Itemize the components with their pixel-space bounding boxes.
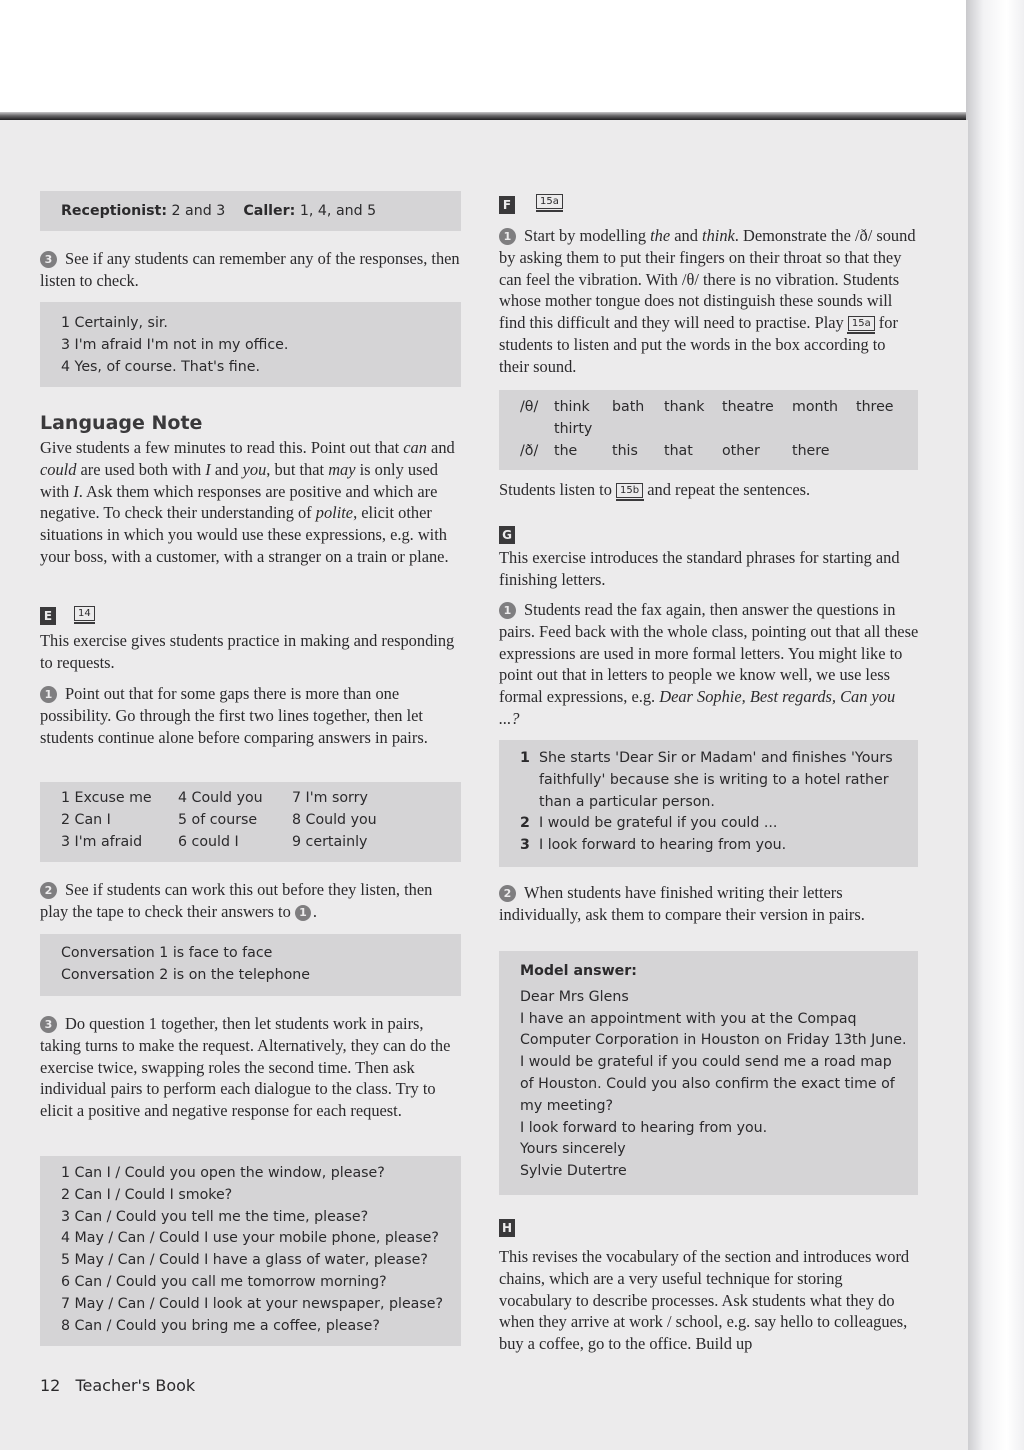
answer-cell: 5 of course xyxy=(178,811,258,828)
answer-box-responses xyxy=(40,302,461,387)
section-f-listen xyxy=(499,479,919,501)
answer-number: 1 xyxy=(520,750,530,766)
conversation-line: Conversation 2 is on the telephone xyxy=(61,966,311,983)
phonetic-row-theta-cont xyxy=(520,419,918,441)
section-h-badge: H xyxy=(499,1219,515,1237)
answer-cell: 4 Could you xyxy=(178,790,263,806)
tape-icon xyxy=(536,193,563,211)
step-number-icon: 2 xyxy=(499,885,516,902)
response-line: 4 Yes, of course. That's fine. xyxy=(61,358,260,375)
model-line: Sylvie Dutertre xyxy=(520,1163,627,1180)
request-line: 3 Can / Could you tell me the time, please? xyxy=(61,1208,369,1225)
phonetics-box xyxy=(499,390,918,470)
answer-cell: 2 Can I xyxy=(61,811,111,828)
page-footer xyxy=(40,1376,205,1395)
tape-icon xyxy=(74,605,95,623)
conversation-line: Conversation 1 is face to face xyxy=(61,945,273,961)
word-cell: three xyxy=(856,399,894,415)
word-cell: think xyxy=(554,399,590,415)
step-1-text: Point out that for some gaps there is more than one possibility. Go through the first two lines together, then let students continue alone before comparing answers in pairs. xyxy=(40,684,428,747)
section-g-badge: G xyxy=(499,526,515,544)
answer-row xyxy=(61,832,461,854)
word-cell: that xyxy=(664,442,693,459)
scan-top-margin xyxy=(0,0,1024,118)
listen-text-end: and repeat the sentences. xyxy=(647,480,811,499)
scan-binding-edge xyxy=(966,0,1024,1450)
answer-number: 2 xyxy=(520,815,530,832)
step-number-icon: 3 xyxy=(40,1016,57,1033)
section-g-step-1: 1 Students read the fax again, then answer the questions in pairs. Feed back with the whole class, pointing out that all these expressions are used in more formal letters. You might like to point out that in letters to people we know well, we use less formal expressions, e.g. Dear Sophie, Best regards, Can you ...? xyxy=(499,600,919,728)
answer-box-gaps xyxy=(40,782,461,862)
model-line: Yours sincerely xyxy=(520,1141,626,1158)
answer-line: I would be grateful if you could ... xyxy=(539,815,778,832)
phonetic-row-theta xyxy=(520,397,918,419)
answer-line: faithfully' because she is writing to a hotel rather xyxy=(539,771,889,788)
word-cell: theatre xyxy=(722,399,774,415)
book-title: Teacher's Book xyxy=(75,1376,196,1395)
receptionist-label: Receptionist: xyxy=(61,203,167,219)
request-line: 5 May / Can / Could I have a glass of water, please? xyxy=(61,1252,428,1269)
section-f-step-1: 1 Start by modelling the and think. Demonstrate the /ð/ sound by asking them to put their fingers on their throat so that they can feel the vibration. With /θ/ there is no vibration. Students whose mother tongue does not distinguish these sounds will find this difficult and they will need to practise. Play 15a for students to listen and put the words in the box according to their sound. xyxy=(499,226,916,376)
word-cell: there xyxy=(792,442,830,459)
model-line: I have an appointment with you at the Compaq xyxy=(520,1010,857,1027)
section-g-step-2 xyxy=(499,882,919,926)
response-line: 3 I'm afraid I'm not in my office. xyxy=(61,336,289,353)
word-cell: this xyxy=(612,442,638,459)
language-note-heading: Language Note xyxy=(40,412,203,434)
language-note-text: Give students a few minutes to read this. Point out that can and could are used both with I and you, but that may is only used with I. Ask them which responses are positive and which are negative. To check their understanding of polite, elicit other situations in which you would use these expressions, e.g. with your boss, with a customer, with a stranger on a train or plane. xyxy=(40,438,455,566)
word-cell: thirty xyxy=(554,420,593,437)
answer-box-conversations xyxy=(40,934,461,996)
receptionist-value: 2 and 3 xyxy=(171,203,226,219)
answer-cell: 6 could I xyxy=(178,833,239,850)
request-line: 6 Can / Could you call me tomorrow morning? xyxy=(61,1273,387,1290)
answer-line: than a particular person. xyxy=(539,793,715,810)
phonetic-row-eth xyxy=(520,441,918,463)
model-line: my meeting? xyxy=(520,1097,614,1114)
answer-cell: 8 Could you xyxy=(292,811,377,828)
answer-item xyxy=(520,835,918,857)
step-3-instruction xyxy=(40,248,460,292)
section-e-step-2 xyxy=(40,879,460,923)
word-cell: month xyxy=(792,399,839,415)
section-g-intro: This exercise introduces the standard phrases for starting and finishing letters. xyxy=(499,548,900,589)
section-h-text: This revises the vocabulary of the section and introduces word chains, which are a very useful technique for storing vocabulary to describe processes. Ask students what they do when they arrive at work / school, e.g. say hello to colleagues, buy a coffee, go to the office. Build up xyxy=(499,1247,910,1354)
model-line: of Houston. Could you also confirm the exact time of xyxy=(520,1075,895,1092)
scan-page-edge xyxy=(0,112,1024,120)
step-2-text: When students have finished writing their letters individually, ask them to compare their version in pairs. xyxy=(499,883,865,924)
answer-line: She starts 'Dear Sir or Madam' and finishes 'Yours xyxy=(539,750,893,766)
listen-text: Students listen to xyxy=(499,480,612,499)
request-line: 7 May / Can / Could I look at your newspaper, please? xyxy=(61,1295,444,1312)
request-line: 2 Can I / Could I smoke? xyxy=(61,1186,233,1203)
tape-number: 15a xyxy=(848,316,875,331)
tape-number: 15a xyxy=(536,194,563,209)
page-number: 12 xyxy=(40,1376,61,1395)
answer-box-letters xyxy=(499,740,918,867)
answer-box-roles xyxy=(40,191,461,231)
model-line: Dear Mrs Glens xyxy=(520,988,629,1005)
step-number-icon: 1 xyxy=(499,228,516,245)
answer-item xyxy=(520,813,918,835)
step-number-icon: 2 xyxy=(40,882,57,899)
section-f-badge: F xyxy=(499,196,515,214)
step-number-icon: 1 xyxy=(40,686,57,703)
answer-cell: 3 I'm afraid xyxy=(61,833,143,850)
step-number-icon: 1 xyxy=(499,602,516,619)
tape-number: 15b xyxy=(616,483,643,498)
response-line: 1 Certainly, sir. xyxy=(61,315,168,331)
answer-box-requests xyxy=(40,1156,461,1346)
model-line: I would be grateful if you could send me a road map xyxy=(520,1054,892,1071)
model-line: I look forward to hearing from you. xyxy=(520,1119,768,1136)
phonetic-symbol: /θ/ xyxy=(520,399,539,415)
word-cell: the xyxy=(554,442,578,459)
word-cell: bath xyxy=(612,399,645,415)
answer-number: 3 xyxy=(520,837,530,854)
caller-label: Caller: xyxy=(243,203,296,219)
answer-row xyxy=(61,810,461,832)
step-2-end: . xyxy=(312,901,317,921)
request-line: 4 May / Can / Could I use your mobile phone, please? xyxy=(61,1230,439,1247)
word-cell: other xyxy=(722,442,760,459)
model-answer-label: Model answer: xyxy=(520,963,637,979)
section-e-intro: This exercise gives students practice in making and responding to requests. xyxy=(40,631,455,672)
request-line: 8 Can / Could you bring me a coffee, please? xyxy=(61,1317,380,1334)
model-line: Computer Corporation in Houston on Friday 13th June. xyxy=(520,1032,907,1049)
step-2-text: See if students can work this out before they listen, then play the tape to check their answers to xyxy=(40,880,433,921)
request-line: 1 Can I / Could you open the window, please? xyxy=(61,1165,385,1181)
word-cell: thank xyxy=(664,399,705,415)
section-e-step-1 xyxy=(40,683,460,748)
answer-cell: 1 Excuse me xyxy=(61,790,152,806)
answer-item xyxy=(520,748,918,813)
step-3-text: See if any students can remember any of the responses, then listen to check. xyxy=(40,249,460,290)
answer-row xyxy=(61,788,461,810)
step-number-icon: 3 xyxy=(40,251,57,268)
section-e-step-3 xyxy=(40,1013,460,1122)
answer-cell: 9 certainly xyxy=(292,833,368,850)
step-3-text: Do question 1 together, then let students work in pairs, taking turns to make the request. Alternatively, they can do the exercise twice, swapping roles the second time. Then ask individual pairs to perform each dialogue to the class. Try to elicit a positive and negative response for each request. xyxy=(40,1014,451,1121)
answer-cell: 7 I'm sorry xyxy=(292,790,368,806)
phonetic-symbol: /ð/ xyxy=(520,442,539,459)
section-e-badge: E xyxy=(40,607,56,625)
model-answer-box xyxy=(499,951,918,1195)
answer-line: I look forward to hearing from you. xyxy=(539,837,787,854)
caller-value: 1, 4, and 5 xyxy=(299,203,377,219)
step-reference-icon: 1 xyxy=(295,905,311,921)
tape-number: 14 xyxy=(74,606,95,621)
